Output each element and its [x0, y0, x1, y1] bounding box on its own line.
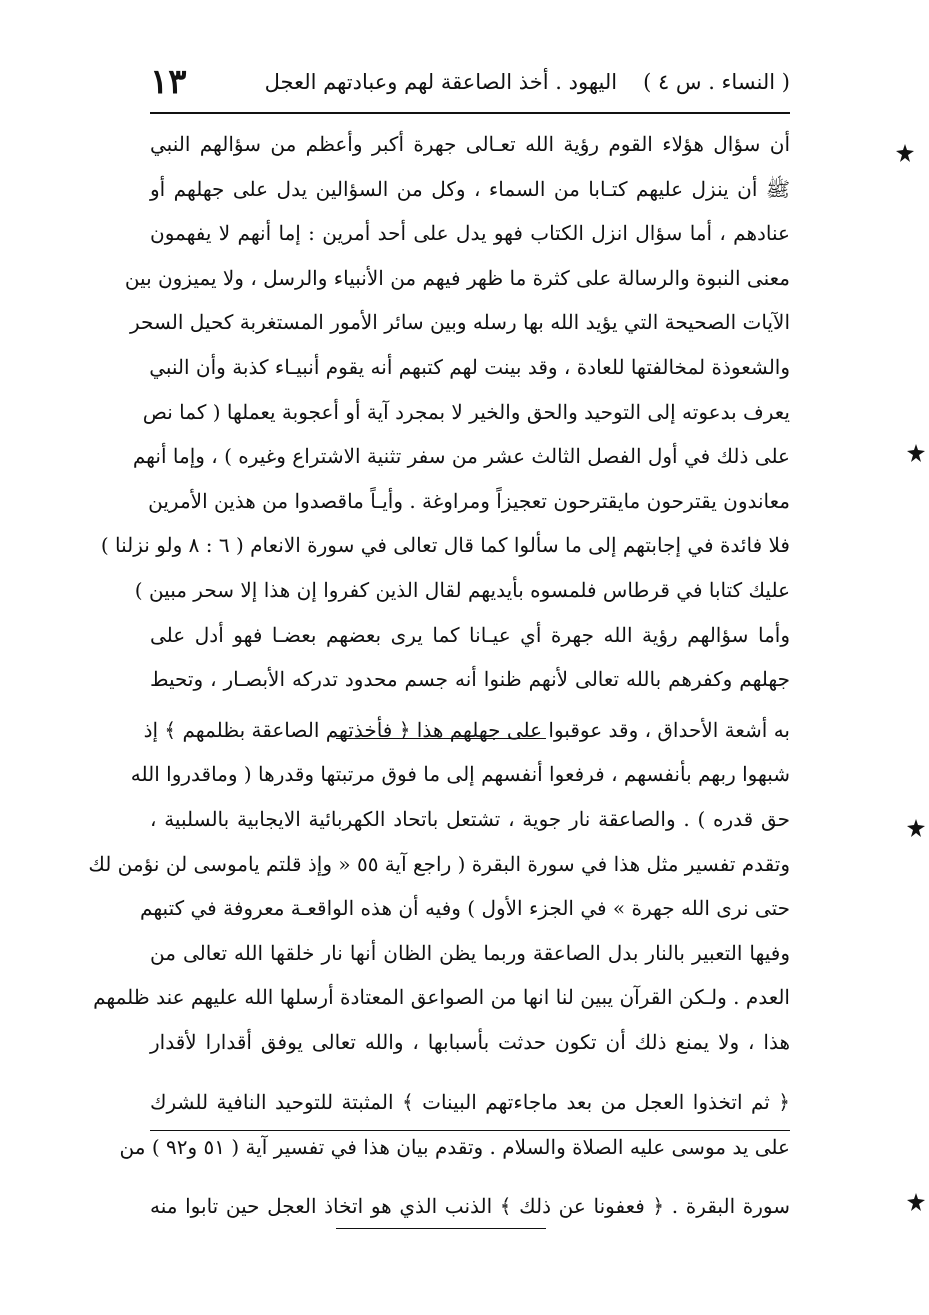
paragraph-block-3: [119, 1080, 790, 1169]
spacer: [150, 1170, 790, 1184]
text-line: شبهوا ربهم بأنفسهم ، فرفعوا أنفسهم إلى ما فوق مرتبتها وقدرها ( وماقدروا الله: [130, 762, 790, 787]
body-text: [88, 122, 790, 1228]
paragraph-block-2: [88, 708, 790, 1065]
page-number: ١٣: [150, 62, 187, 102]
text-line: على ذلك في أول الفصل الثالث عشر من سفر تثنية الاشتراع وغيره ) ، وإما أنهم: [132, 444, 790, 469]
margin-mark-icon: [906, 443, 926, 463]
section-divider: [336, 738, 546, 739]
paragraph-block-1: [100, 122, 790, 702]
text-line: هذا ، ولا يمنع ذلك أن تكون حدثت بأسبابها ، والله تعالى يوفق أقدارا لأقدار: [150, 1029, 790, 1054]
text-line: وتقدم تفسير مثل هذا في سورة البقرة ( راجع آية ٥٥ « وإذ قلتم ياموسى لن نؤمن لك: [88, 851, 790, 876]
page-header: [150, 62, 790, 102]
text-line: به أشعة الأحداق ، وقد عوقبوا على جهلهم هذا ﴿ فأخذتهم الصاعقة بظلمهم ﴾ إذ: [143, 717, 790, 742]
text-line: والشعوذة لمخالفتها للعادة ، وقد بينت لهم كتبهم أنه يقوم أنبيـاء كذبة وأن النبي: [149, 354, 790, 379]
text-line: وفيها التعبير بالنار بدل الصاعقة وربما يظن الظان أنها نار خلقها الله تعالى من: [150, 940, 790, 965]
text-line: فلا فائدة في إجابتهم إلى ما سألوا كما قال تعالى في سورة الانعام ( ٦ : ٨ ولو نزلنا ): [100, 533, 790, 558]
text-line: ﴿ ثم اتخذوا العجل من بعد ماجاءتهم البينات ﴾ المثبتة للتوحيد النافية للشرك: [150, 1090, 790, 1115]
spacer: [150, 1064, 790, 1080]
text-line: معنى النبوة والرسالة على كثرة ما ظهر فيهم من الأنبياء والرسل ، ولا يميزون بين: [124, 265, 790, 290]
text-line: حق قدره ) . والصاعقة نار جوية ، تشتعل باتحاد الكهربائية الايجابية بالسلبية ،: [150, 806, 790, 831]
header-sura: ( النساء . س ٤ ): [643, 70, 790, 94]
section-divider: [336, 1228, 546, 1229]
section-divider: [150, 1130, 790, 1131]
margin-mark-icon: [895, 143, 915, 163]
header-rule: [150, 112, 790, 114]
text-line: أن سؤال هؤلاء القوم رؤية الله تعـالى جهرة أكبر وأعظم من سؤالهم النبي: [150, 132, 790, 156]
text-line: عنادهم ، أما سؤال انزل الكتاب فهو يدل على أحد أمرين : إما أنهم لا يفهمون: [150, 221, 790, 246]
text-line: العدم . ولـكن القرآن يبين لنا انها من الصواعق المعتادة أرسلها الله عليهم عند ظلمهم: [93, 985, 790, 1010]
margin-mark-icon: [906, 818, 926, 838]
text-line: الآيات الصحيحة التي يؤيد الله بها رسله وبين سائر الأمور المستغربة كحيل السحر: [130, 310, 790, 335]
text-line: عليك كتابا في قرطاس فلمسوه بأيديهم لقال الذين كفروا إن هذا إلا سحر مبين ): [134, 577, 790, 602]
header-topic: اليهود . أخذ الصاعقة لهم وعبادتهم العجل: [264, 70, 618, 94]
text-line: على يد موسى عليه الصلاة والسلام . وتقدم بيان هذا في تفسير آية ( ٥١ و٩٢ ) من: [119, 1135, 790, 1160]
text-line: جهلهم وكفرهم بالله تعالى لأنهم ظنوا أنه جسم محدود تدركه الأبصـار ، وتحيط: [150, 667, 790, 692]
text-line: وأما سؤالهم رؤية الله جهرة أي عيـانا كما يرى بعضهم بعضـا فهو أدل على: [150, 622, 790, 647]
text-line: حتى نرى الله جهرة » في الجزء الأول ) وفيه أن هذه الواقعـة معروفة في كتبهم: [140, 896, 790, 921]
paragraph-block-4: [150, 1184, 790, 1229]
text-line: سورة البقرة . ﴿ فعفونا عن ذلك ﴾ الذنب الذي هو اتخاذ العجل حين تابوا منه: [150, 1193, 790, 1218]
text-line: معاندون يقترحون مايقترحون تعجيزاً ومراوغة . وأيـاً ماقصدوا من هذين الأمرين: [148, 488, 790, 513]
text-line: يعرف بدعوته إلى التوحيد والحق والخير لا بمجرد آية أو أعجوبة يعملها ( كما نص: [142, 399, 790, 424]
margin-mark-icon: [906, 1192, 926, 1212]
text-line: ﷺ أن ينزل عليهم كتـابا من السماء ، وكل من السؤالين يدل على جهلهم أو: [150, 176, 790, 201]
